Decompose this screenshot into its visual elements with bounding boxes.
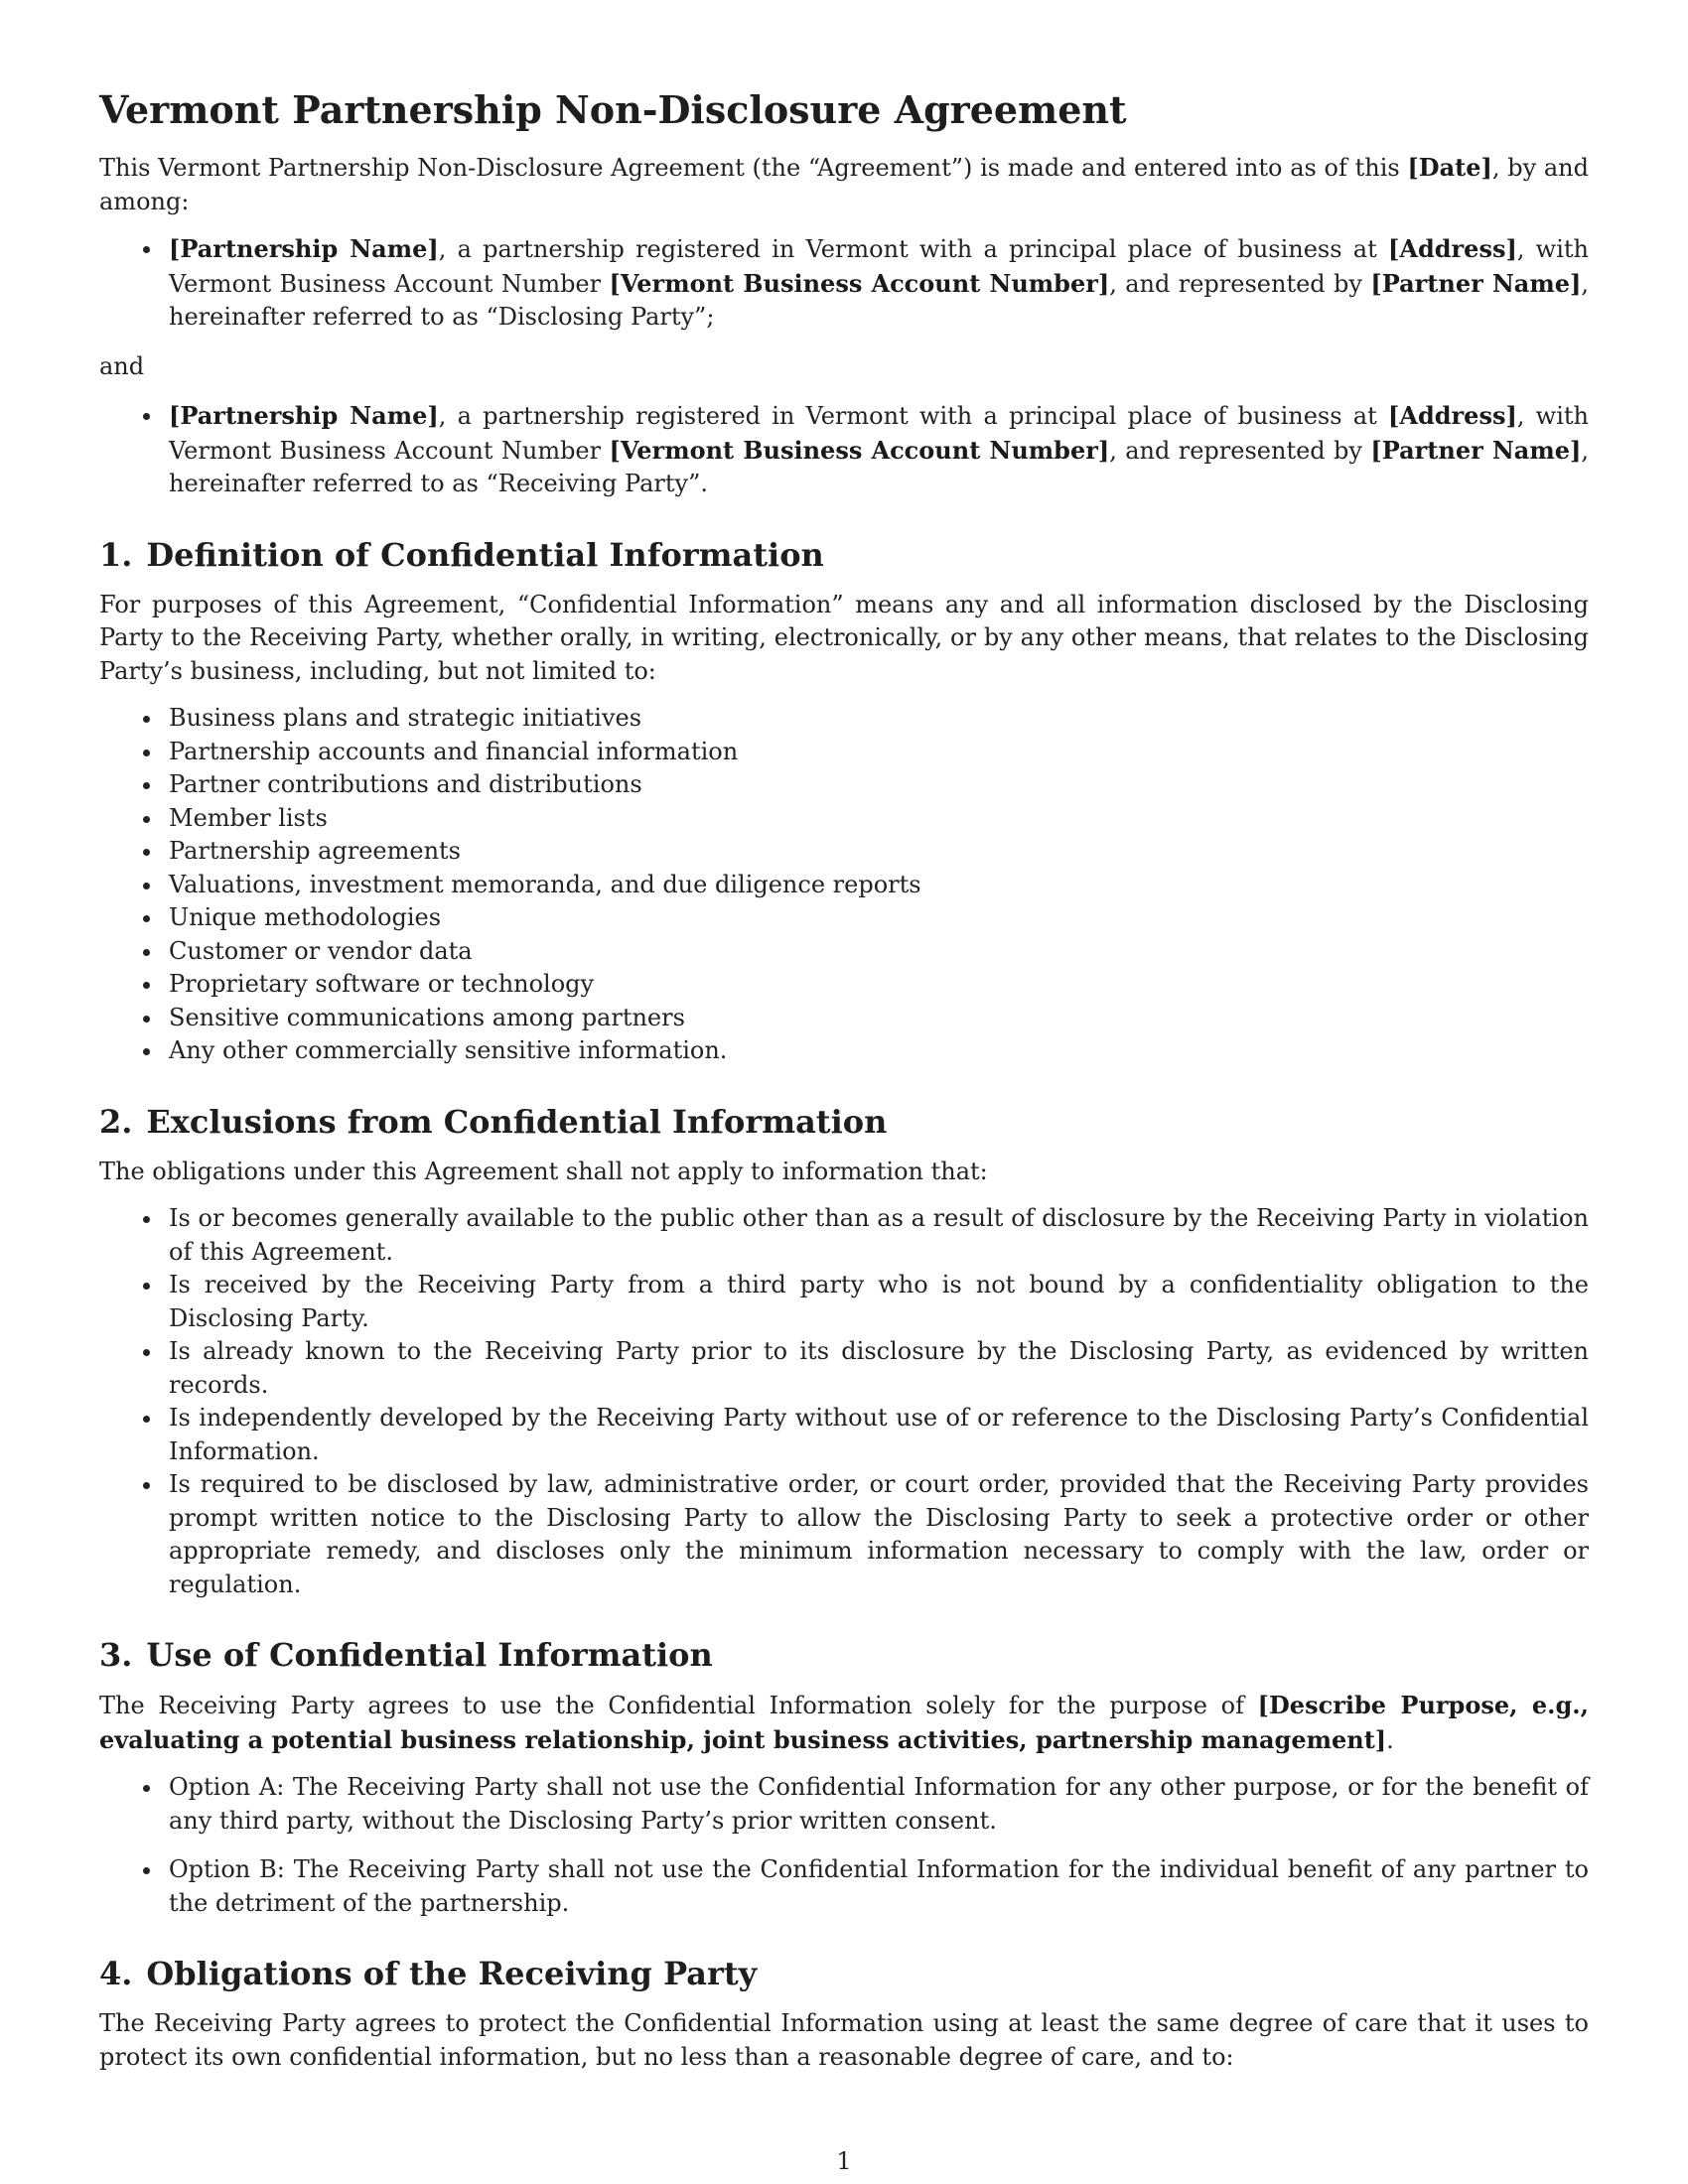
list-item: Proprietary software or technology bbox=[169, 968, 1589, 1002]
section-3-intro-text: The Receiving Party agrees to use the Confidential Information solely for the purpose of bbox=[99, 1692, 1258, 1719]
list-item: Is independently developed by the Receiving Party without use of or reference to the Disclosing Party’s Confidential Information. bbox=[169, 1402, 1589, 1468]
confidential-info-list bbox=[99, 702, 1589, 1068]
section-heading-3 bbox=[99, 1635, 1589, 1675]
section-heading-2 bbox=[99, 1102, 1589, 1142]
section-2-intro: The obligations under this Agreement shall not apply to information that: bbox=[99, 1157, 988, 1185]
section-heading-1 bbox=[99, 535, 1589, 575]
section-3-intro-end: . bbox=[1386, 1725, 1394, 1754]
section-number: 3. bbox=[99, 1636, 133, 1674]
party-list-disclosing bbox=[99, 232, 1589, 335]
list-item: Is or becomes generally available to the public other than as a result of disclosure by the Receiving Party in violation of this Agreement. bbox=[169, 1202, 1589, 1269]
party-text: , a partnership registered in Vermont with a principal place of business at bbox=[438, 402, 1388, 430]
section-title: Exclusions from Confidential Information bbox=[146, 1102, 888, 1141]
list-item: Member lists bbox=[169, 802, 1589, 836]
intro-text: This Vermont Partnership Non-Disclosure Agreement (the “Agreement”) is made and entered into as of this bbox=[99, 154, 1408, 182]
section-number: 2. bbox=[99, 1102, 133, 1141]
section-number: 4. bbox=[99, 1955, 133, 1992]
date-placeholder: [Date] bbox=[1407, 153, 1492, 182]
partner-name-placeholder: [Partner Name] bbox=[1370, 435, 1582, 465]
list-item: Partnership accounts and financial information bbox=[169, 736, 1589, 769]
document-page bbox=[99, 87, 1589, 2074]
party-text: , a partnership registered in Vermont with a principal place of business at bbox=[438, 235, 1388, 263]
list-item: Is received by the Receiving Party from a third party who is not bound by a confidentiality obligation to the Disclosing Party. bbox=[169, 1269, 1589, 1335]
party-disclosing bbox=[169, 232, 1589, 335]
party-text: , with Vermont Business Account Number bbox=[169, 402, 1590, 465]
exclusions-list bbox=[99, 1202, 1589, 1601]
section-title: Definition of Confidential Information bbox=[146, 535, 824, 574]
purpose-placeholder: [Describe Purpose, e.g., evaluating a potential business relationship, joint business activities, partnership management] bbox=[99, 1691, 1589, 1754]
party-text: , and represented by bbox=[1109, 436, 1371, 465]
intro-text-end: , by and among: bbox=[99, 154, 1589, 215]
section-title: Obligations of the Receiving Party bbox=[146, 1955, 758, 1992]
account-number-placeholder: [Vermont Business Account Number] bbox=[609, 268, 1110, 298]
list-item: Is required to be disclosed by law, administrative order, or court order, provided that the Receiving Party provides prompt written notice to the Disclosing Party to allow the Disclosing Party to seek a protective order or other appropriate remedy, and discloses only the minimum information necessary to comply with the law, order or regulation. bbox=[169, 1468, 1589, 1601]
page-number: 1 bbox=[836, 2147, 852, 2175]
list-item: Unique methodologies bbox=[169, 901, 1589, 935]
address-placeholder: [Address] bbox=[1387, 401, 1517, 430]
list-item: Any other commercially sensitive information. bbox=[169, 1034, 1589, 1068]
section-1-intro: For purposes of this Agreement, “Confidential Information” means any and all information disclosed by the Disclosing Party to the Receiving Party, whether orally, in writing, electronically, or by any other means, that relates to the Disclosing Party’s business, including, but not limited to: bbox=[99, 590, 1589, 685]
party-text: , with Vermont Business Account Number bbox=[169, 235, 1590, 298]
account-number-placeholder: [Vermont Business Account Number] bbox=[609, 435, 1110, 465]
section-number: 1. bbox=[99, 535, 133, 574]
list-item: Partner contributions and distributions bbox=[169, 768, 1589, 802]
party-text: , hereinafter referred to as “Receiving Party”. bbox=[169, 436, 1590, 497]
party-receiving bbox=[169, 399, 1589, 501]
document-title: Vermont Partnership Non-Disclosure Agreement bbox=[99, 87, 1127, 132]
option-item: Option A: The Receiving Party shall not use the Confidential Information for any other purpose, or for the benefit of any third party, without the Disclosing Party’s prior written consent. bbox=[169, 1771, 1589, 1838]
party-text: , and represented by bbox=[1109, 269, 1371, 298]
use-options-list bbox=[99, 1771, 1589, 1920]
partner-name-placeholder: [Partner Name] bbox=[1370, 268, 1582, 298]
party-list-receiving bbox=[99, 399, 1589, 501]
list-item: Is already known to the Receiving Party prior to its disclosure by the Disclosing Party, as evidenced by written records. bbox=[169, 1335, 1589, 1402]
option-item: Option B: The Receiving Party shall not use the Confidential Information for the individual benefit of any partner to the detriment of the partnership. bbox=[169, 1853, 1589, 1920]
list-item: Valuations, investment memoranda, and due diligence reports bbox=[169, 869, 1589, 902]
party-text: , hereinafter referred to as “Disclosing Party”; bbox=[169, 269, 1590, 331]
partnership-name-placeholder: [Partnership Name] bbox=[169, 401, 439, 430]
section-heading-4 bbox=[99, 1954, 1589, 1993]
address-placeholder: [Address] bbox=[1387, 234, 1517, 263]
and-connector: and bbox=[99, 351, 145, 380]
intro-paragraph bbox=[99, 151, 1589, 218]
list-item: Partnership agreements bbox=[169, 835, 1589, 869]
section-title: Use of Confidential Information bbox=[146, 1636, 713, 1674]
list-item: Customer or vendor data bbox=[169, 935, 1589, 969]
list-item: Sensitive communications among partners bbox=[169, 1002, 1589, 1035]
section-3-intro bbox=[99, 1689, 1589, 1757]
section-4-intro: The Receiving Party agrees to protect the Confidential Information using at least the same degree of care that it uses to protect its own confidential information, but no less than a reasonable degree of care, and to: bbox=[99, 2009, 1589, 2071]
partnership-name-placeholder: [Partnership Name] bbox=[169, 234, 439, 263]
list-item: Business plans and strategic initiatives bbox=[169, 702, 1589, 736]
